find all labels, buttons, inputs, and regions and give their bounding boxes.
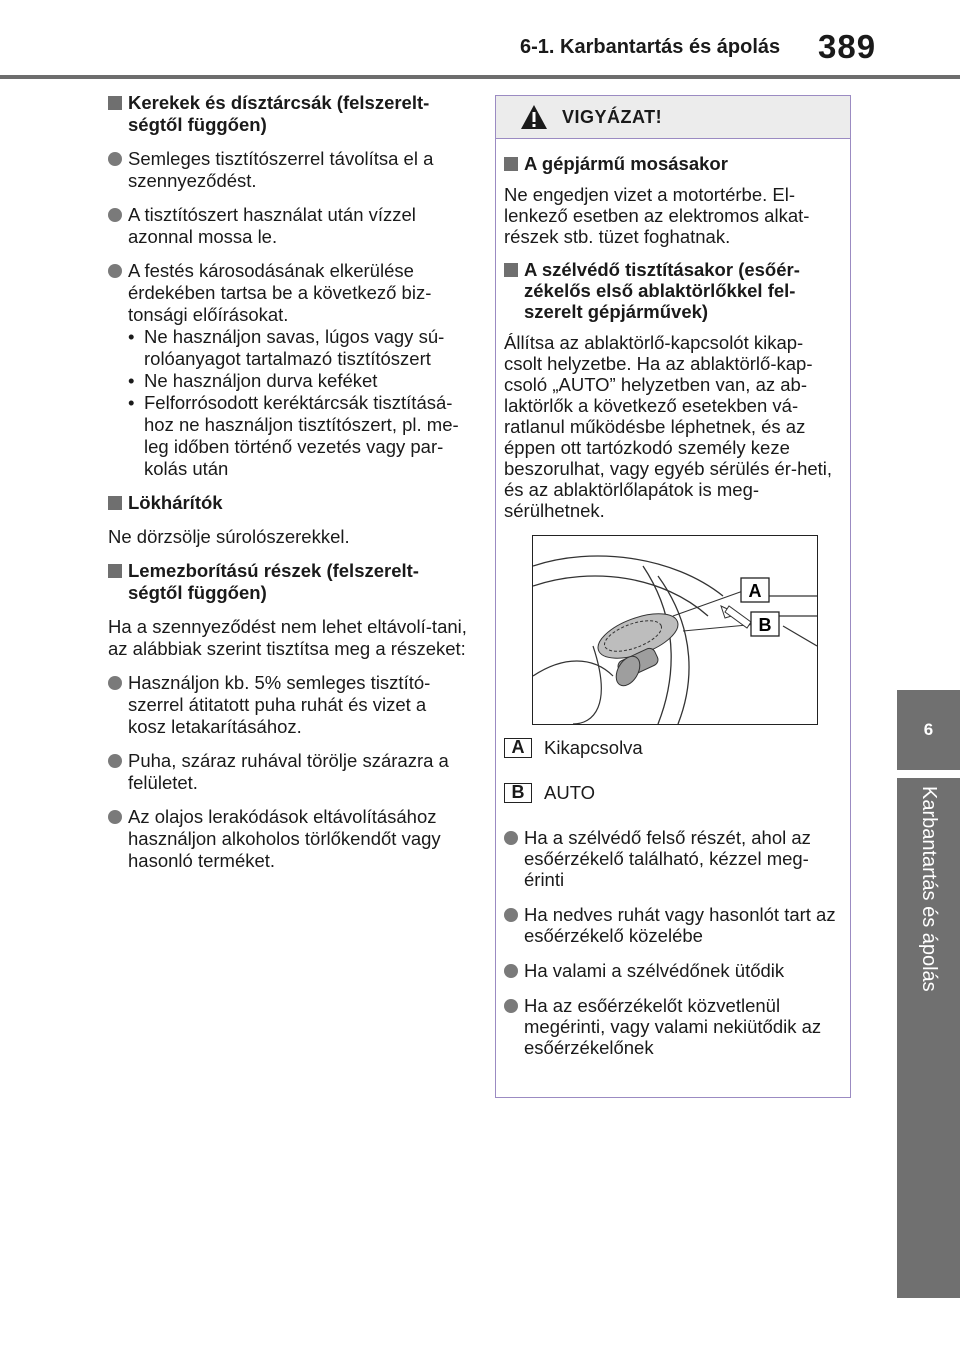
left-column	[108, 92, 468, 884]
washing-heading: A gépjármű mosásakor	[504, 153, 838, 174]
plated-parts-heading: Lemezborítású részek (felszerelt-ségtől függően)	[108, 560, 468, 604]
warning-triangle-icon	[520, 104, 548, 130]
wheels-bullet-3: A festés károsodásának elkerülése érdekében tartsa be a következő biz-tonsági előírásokat.	[108, 260, 468, 326]
caution-bullet-2: Ha nedves ruhát vagy hasonlót tart az esőérzékelő közelébe	[504, 904, 838, 946]
caution-header	[496, 96, 850, 139]
figure-legend	[504, 737, 838, 803]
chapter-label: Karbantartás és ápolás	[918, 786, 940, 992]
sub-list-item: • Ne használjon durva keféket	[128, 370, 468, 392]
caution-bullet-4: Ha az esőérzékelőt közvetlenül megérinti, vagy valami nekiütődik az esőérzékelőnek	[504, 995, 838, 1058]
wheels-bullet-1: Semleges tisztítószerrel távolítsa el a szennyeződést.	[108, 148, 468, 192]
wheels-heading: Kerekek és dísztárcsák (felszerelt-ségtől függően)	[108, 92, 468, 136]
caution-box	[495, 95, 851, 1098]
plated-bullet-3: Az olajos lerakódások eltávolításához használjon alkoholos törlőkendőt vagy hasonló terméket.	[108, 806, 468, 872]
wheels-sub-list	[128, 326, 468, 480]
washing-text: Ne engedjen vizet a motortérbe. El-lenkező esetben az elektromos alkat-részek stb. tüzet foghatnak.	[504, 184, 810, 247]
legend-key: B	[504, 783, 532, 803]
legend-item	[504, 782, 838, 803]
bumpers-text: Ne dörzsölje súrolószerekkel.	[108, 526, 350, 547]
windshield-heading: A szélvédő tisztításakor (esőér-zékelős első ablaktörlőkkel fel-szerelt gépjárművek)	[504, 259, 838, 322]
plated-parts-text: Ha a szennyeződést nem lehet eltávolí-tani, az alábbiak szerint tisztítsa meg a részeket:	[108, 616, 467, 659]
chapter-side-tab	[897, 778, 960, 1298]
plated-bullet-2: Puha, száraz ruhával törölje szárazra a felületet.	[108, 750, 468, 794]
sub-list-item: • Felforrósodott keréktárcsák tisztításá-hoz ne használjon tisztítószert, pl. me-leg időben történő vezetés vagy par-kolás után	[128, 392, 468, 480]
figure-label-b: B	[758, 615, 772, 635]
sub-list-item: • Ne használjon savas, lúgos vagy sú-rolóanyagot tartalmazó tisztítószert	[128, 326, 468, 370]
legend-text: Kikapcsolva	[544, 737, 643, 758]
legend-item	[504, 737, 838, 758]
wheels-bullet-2: A tisztítószert használat után vízzel azonnal mossa le.	[108, 204, 468, 248]
bumpers-heading: Lökhárítók	[108, 492, 468, 514]
caution-bullet-1: Ha a szélvédő felső részét, ahol az esőérzékelő található, kézzel meg-érinti	[504, 827, 838, 890]
legend-text: AUTO	[544, 782, 596, 803]
wiper-switch-illustration	[532, 535, 818, 725]
header-divider	[0, 75, 960, 79]
caution-body	[496, 139, 850, 1058]
section-title: 6-1. Karbantartás és ápolás	[520, 36, 781, 58]
figure-label-a: A	[748, 581, 762, 601]
caution-bullet-3: Ha valami a szélvédőnek ütődik	[504, 960, 838, 981]
page-number: 389	[818, 28, 877, 65]
caution-title: VIGYÁZAT!	[562, 106, 663, 127]
windshield-text: Állítsa az ablaktörlő-kapcsolót kikap-csolt helyzetbe. Ha az ablaktörlő-kap-csoló „AUTO” helyzetben van, az ab-laktörlők a következő esetekben vá-ratlanul működésbe léphetnek, és az éppen ott tartózkodó személy keze beszorulhat, vagy egyéb sérülés ér-heti, és az ablaktörlőlapátok is meg-sérülhetnek.	[504, 332, 833, 521]
plated-bullet-1: Használjon kb. 5% semleges tisztító-szerrel átitatott puha ruhát és vizet a kosz letakarításához.	[108, 672, 468, 738]
legend-key: A	[504, 738, 532, 758]
chapter-number-tab: 6	[897, 690, 960, 770]
steering-column-drawing	[533, 536, 817, 724]
